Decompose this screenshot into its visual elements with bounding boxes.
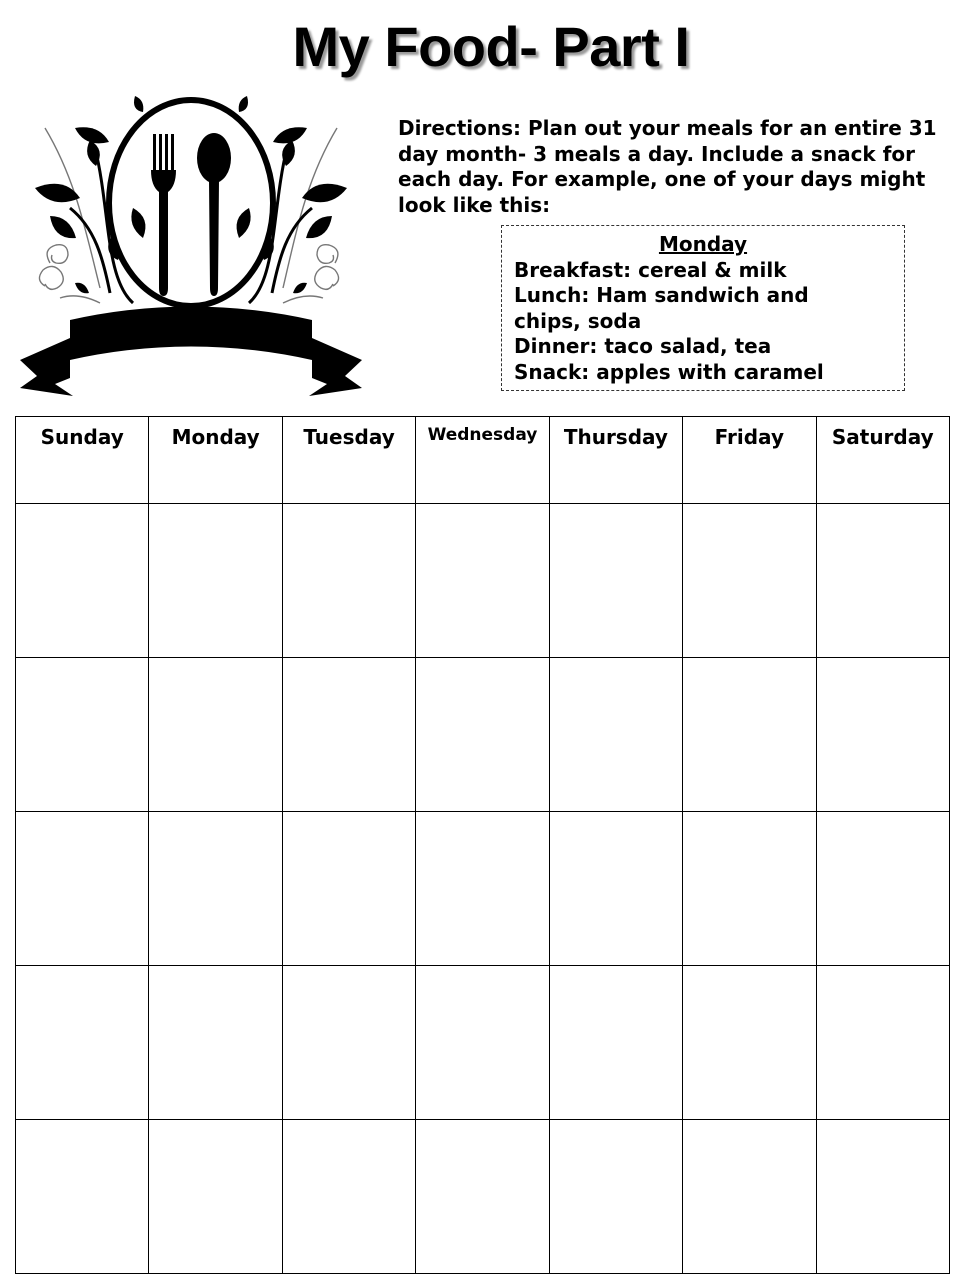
calendar-day-cell[interactable] [16,966,149,1120]
calendar-day-cell[interactable] [149,658,282,812]
meal-calendar [15,416,950,1274]
calendar-day-cell[interactable] [149,812,282,966]
calendar-day-cell[interactable] [416,504,549,658]
example-day-box [501,225,905,391]
calendar-day-cell[interactable] [549,658,682,812]
calendar-day-cell[interactable] [816,1120,949,1274]
day-header-saturday: Saturday [816,417,949,504]
calendar-day-cell[interactable] [282,966,415,1120]
calendar-day-cell[interactable] [683,658,816,812]
directions-text: Directions: Plan out your meals for an entire 31 day month- 3 meals a day. Include a snack for each day. For example, one of your days might look like this: [398,116,937,217]
day-header-friday: Friday [683,417,816,504]
calendar-day-cell[interactable] [282,812,415,966]
calendar-day-cell[interactable] [683,1120,816,1274]
day-header-tuesday: Tuesday [282,417,415,504]
calendar-day-cell[interactable] [16,504,149,658]
calendar-day-cell[interactable] [816,966,949,1120]
calendar-week-row [16,1120,950,1274]
calendar-day-cell[interactable] [282,504,415,658]
calendar-day-cell[interactable] [549,812,682,966]
calendar-day-cell[interactable] [282,1120,415,1274]
calendar-day-cell[interactable] [549,1120,682,1274]
calendar-header-row [16,417,950,504]
calendar-day-cell[interactable] [16,812,149,966]
calendar-week-row [16,504,950,658]
calendar-day-cell[interactable] [416,966,549,1120]
calendar-day-cell[interactable] [416,812,549,966]
calendar-day-cell[interactable] [816,658,949,812]
day-header-sunday: Sunday [16,417,149,504]
example-snack: Snack: apples with caramel [514,359,824,384]
calendar-day-cell[interactable] [683,966,816,1120]
calendar-day-cell[interactable] [16,658,149,812]
fork-and-spoon-emblem-icon [15,88,367,400]
example-dinner: Dinner: taco salad, tea [514,334,772,359]
example-lunch-continued: chips, soda [514,308,642,333]
calendar-week-row [16,966,950,1120]
calendar-day-cell[interactable] [549,504,682,658]
calendar-day-cell[interactable] [683,504,816,658]
calendar-day-cell[interactable] [149,1120,282,1274]
calendar-day-cell[interactable] [683,812,816,966]
calendar-day-cell[interactable] [416,1120,549,1274]
calendar-day-cell[interactable] [282,658,415,812]
calendar-day-cell[interactable] [549,966,682,1120]
example-lunch: Lunch: Ham sandwich and [514,283,809,308]
calendar-day-cell[interactable] [816,812,949,966]
calendar-week-row [16,658,950,812]
example-breakfast: Breakfast: cereal & milk [514,257,787,282]
page-title: My Food- Part I [292,15,690,78]
calendar-day-cell[interactable] [816,504,949,658]
calendar-week-row [16,812,950,966]
day-header-thursday: Thursday [549,417,682,504]
day-header-monday: Monday [149,417,282,504]
day-header-wednesday: Wednesday [416,417,549,504]
calendar-day-cell[interactable] [16,1120,149,1274]
calendar-day-cell[interactable] [149,504,282,658]
example-day-heading: Monday [658,232,748,256]
calendar-day-cell[interactable] [149,966,282,1120]
calendar-day-cell[interactable] [416,658,549,812]
